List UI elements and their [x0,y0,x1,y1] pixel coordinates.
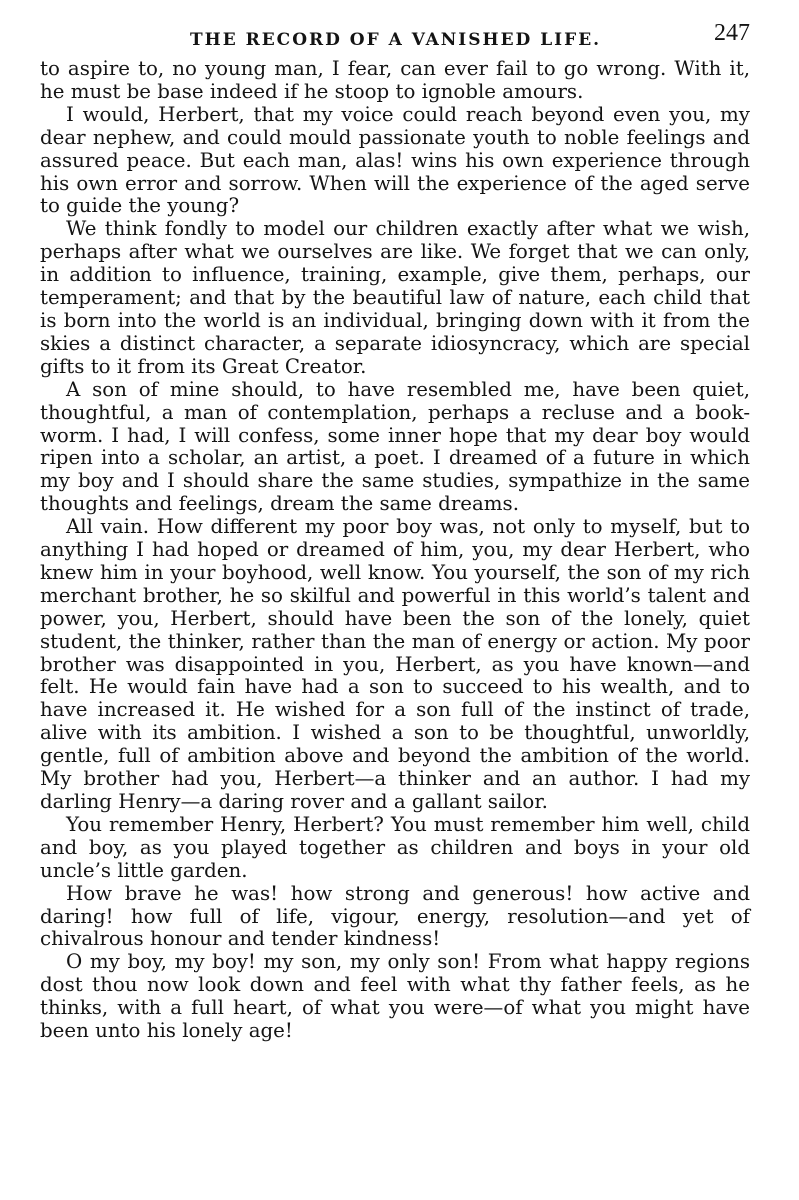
paragraph: All vain. How different my poor boy was, not only to myself, but to anything I had hoped or dreamed of him, you, my dear Herbert, who knew him in your boyhood, well know. You yourself, the son of my rich merchant brother, he so skilful and powerful in this world’s talent and power, you, Herbert, should have been the son of the lonely, quiet student, the thinker, rather than the man of energy or action. My poor brother was disappointed in you, Herbert, as you have known—and felt. He would fain have had a son to succeed to his wealth, and to have increased it. He wished for a son full of the instinct of trade, alive with its ambition. I wished a son to be thoughtful, unworldly, gentle, full of ambition above and beyond the ambition of the world. My brother had you, Herbert—a thinker and an author. I had my darling Henry—a daring rover and a gallant sailor. [40,515,750,813]
paragraph: I would, Herbert, that my voice could reach beyond even you, my dear nephew, and could mould passionate youth to noble feelings and assured peace. But each man, alas! wins his own experience through his own error and sorrow. When will the experience of the aged serve to guide the young? [40,102,750,218]
paragraph: How brave he was! how strong and generous! how active and daring! how full of life, vigour, energy, resolution—and yet of chivalrous honour and tender kindness! [40,881,750,951]
paragraph: We think fondly to model our children exactly after what we wish, perhaps after what we ourselves are like. We forget that we can only, in addition to influence, training, example, give them, perhaps, our temperament; and that by the beautiful law of nature, each child that is born into the world is an individual, bringing down with it from the skies a distinct character, a separate idiosyncracy, which are special gifts to it from its Great Creator. [40,217,750,378]
body-text [40,58,750,1043]
page-header [40,18,750,54]
book-page [40,18,750,1043]
paragraph: You remember Henry, Herbert? You must remember him well, child and boy, as you played together as children and boys in your old uncle’s little garden. [40,812,750,882]
paragraph: A son of mine should, to have resembled me, have been quiet, thoughtful, a man of contemplation, perhaps a recluse and a book-worm. I had, I will confess, some inner hope that my dear boy would ripen into a scholar, an artist, a poet. I dreamed of a future in which my boy and I should share the same studies, sympathize in the same thoughts and feelings, dream the same dreams. [40,377,750,516]
paragraph: to aspire to, no young man, I fear, can ever fail to go wrong. With it, he must be base indeed if he stoop to ignoble amours. [40,57,750,103]
paragraph: O my boy, my boy! my son, my only son! From what happy regions dost thou now look down and feel with what thy father feels, as he thinks, with a full heart, of what you were—of what you might have been unto his lonely age! [40,950,750,1043]
page-number: 247 [714,20,750,46]
running-title: THE RECORD OF A VANISHED LIFE. [190,30,602,50]
